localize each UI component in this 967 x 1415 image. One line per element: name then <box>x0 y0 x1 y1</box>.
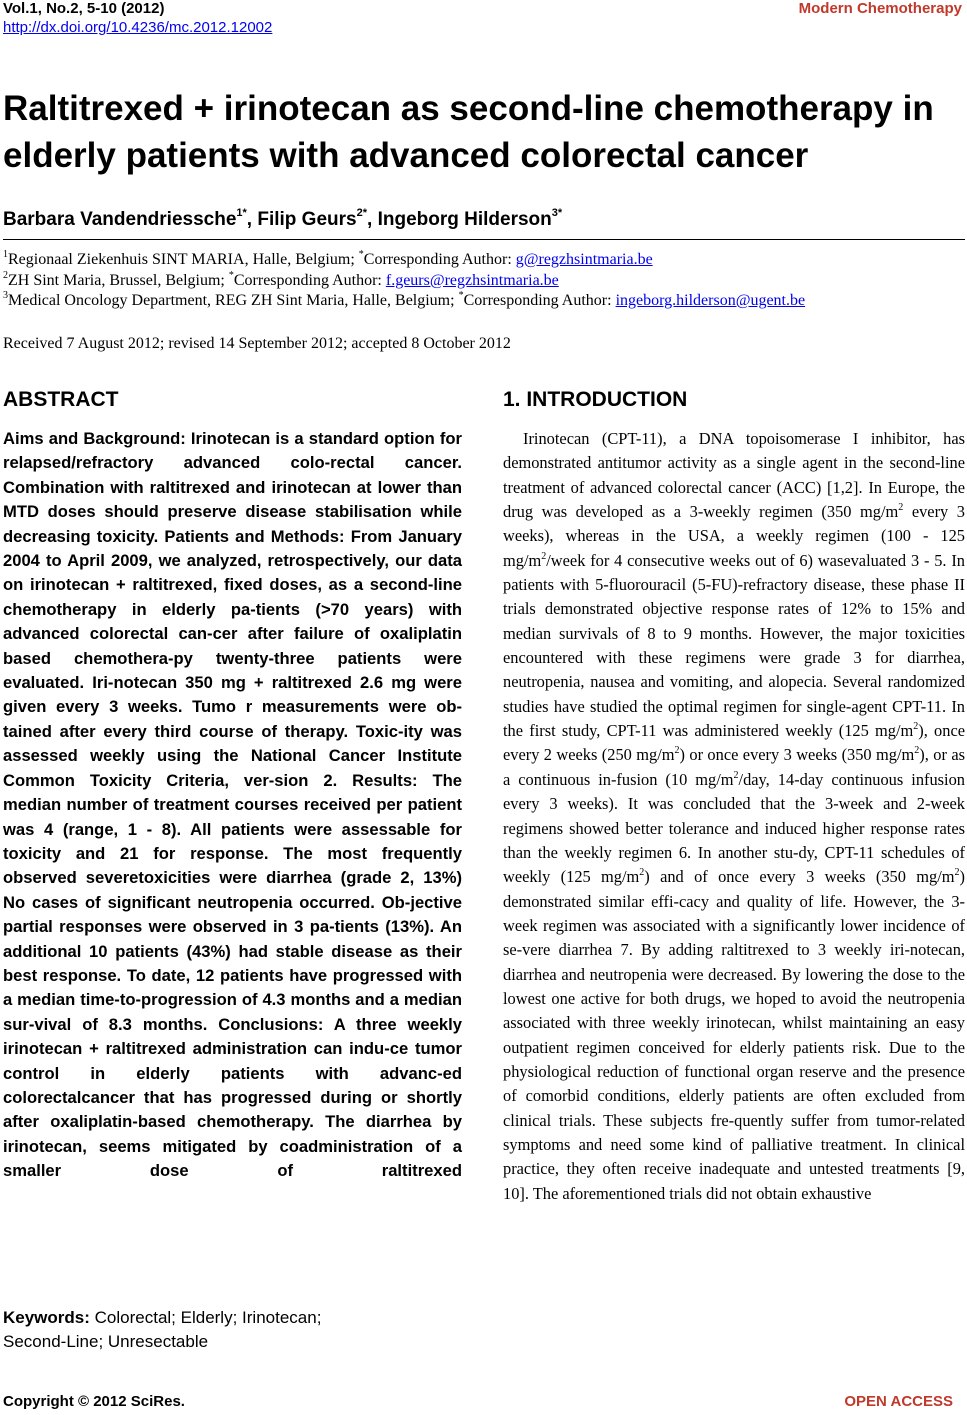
corresponding-label: Corresponding Author: <box>233 272 386 289</box>
intro-text: ), or as a continuous in-fusion (10 mg/m <box>503 745 965 789</box>
email-link[interactable]: ingeborg.hilderson@ugent.be <box>615 292 806 309</box>
author-separator: , <box>367 209 378 230</box>
keywords-line-1: Colorectal; Elderly; Irinotecan; <box>89 1308 322 1327</box>
doi-link-text[interactable]: http://dx.doi.org/10.4236/mc.2012.12002 <box>3 19 273 36</box>
intro-text: ) and of once every 3 weeks (350 mg/m <box>644 867 955 887</box>
keywords-line-2: Second-Line; Unresectable <box>3 1332 209 1352</box>
email-link[interactable]: f.geurs@regzhsintmaria.be <box>385 272 559 289</box>
doi-link[interactable] <box>3 18 272 38</box>
email-link[interactable]: g@regzhsintmaria.be <box>515 251 653 268</box>
affiliation-1 <box>3 250 653 270</box>
corresponding-star: * <box>458 290 464 301</box>
intro-text: /day, 14-day continuous infusion every 3 weeks). It was concluded that the 3-week and 2-week regimens showed better tolerance and induced higher response rates than the weekly regimen 6. In another stu-dy, CPT-11 schedules of weekly (125 mg/m <box>503 769 965 887</box>
author-separator: , <box>246 209 258 230</box>
open-access-label: OPEN ACCESS <box>844 1393 953 1410</box>
author-mark: 1* <box>236 207 247 219</box>
affiliation-number: 3 <box>3 290 8 301</box>
article-title: Raltitrexed + irinotecan as second-line chemotherapy in elderly patients with advanced colorectal cancer <box>3 89 934 175</box>
keywords <box>3 1306 462 1355</box>
intro-text: ) or once every 3 weeks (350 mg/m <box>679 745 915 765</box>
affiliation-3 <box>3 291 805 311</box>
author-name: Ingeborg Hilderson <box>377 209 552 230</box>
affiliation-text: ZH Sint Maria, Brussel, Belgium; <box>8 272 229 289</box>
author-name: Filip Geurs <box>257 209 357 230</box>
received-dates: Received 7 August 2012; revised 14 September 2012; accepted 8 October 2012 <box>3 335 511 352</box>
superscript: 2 <box>954 867 960 879</box>
volume-info: Vol.1, No.2, 5-10 (2012) <box>3 0 165 17</box>
author-name: Barbara Vandendriessche <box>3 209 237 230</box>
introduction-body <box>503 427 965 1206</box>
keywords-label: Keywords: <box>3 1308 90 1327</box>
superscript: 2 <box>674 745 680 757</box>
corresponding-star: * <box>228 270 234 281</box>
introduction-heading: 1. INTRODUCTION <box>503 388 688 411</box>
author-mark: 3* <box>551 207 563 219</box>
author-list <box>3 206 562 234</box>
abstract-heading: ABSTRACT <box>3 388 119 411</box>
intro-text: every 3 weeks), whereas in the USA, a weekly regimen (100 - 125 mg/m <box>503 502 965 570</box>
corresponding-star: * <box>358 249 364 260</box>
copyright: Copyright © 2012 SciRes. <box>3 1393 185 1410</box>
superscript: 2 <box>898 502 904 514</box>
intro-text: Irinotecan (CPT-11), a DNA topoisomerase I inhibitor, has demonstrated antitumor activity as a single agent in the second-line treatment of advanced colorectal cancer (ACC) [1,2]. In Europe, the drug was developed as a 3-weekly regimen (350 mg/m <box>503 429 965 522</box>
affiliation-text: Regionaal Ziekenhuis SINT MARIA, Halle, Belgium; <box>8 251 359 268</box>
corresponding-label: Corresponding Author: <box>463 292 616 309</box>
affiliation-2 <box>3 271 559 291</box>
author-mark: 2* <box>356 207 368 219</box>
intro-text: ) demonstrated similar effi-cacy and quality of life. However, the 3-week regimen was associated with a significantly lower incidence of se-vere diarrhea 7. By adding raltitrexed to 3 weekly iri-notecan, diarrhea and neutropenia were decreased. By lowering the dose to the lowest one active for both drugs, we hoped to avoid the neutropenia associated with three weekly irinotecan, whilst maintaining an easy outpatient regimen conceived for elderly patients risk. Due to the physiological reduction of functional organ reserve and the presence of comorbid conditions, elderly patients are often excluded from clinical trials. These subjects fre-quently suffer from tumor-related symptoms and need some kind of palliative treatment. In clinical practice, they often receive inadequate and untested treatments [9, 10]. The aforementioned trials did not obtain exhaustive <box>503 867 965 1203</box>
superscript: 2 <box>914 745 920 757</box>
intro-text: ), once every 2 weeks (250 mg/m <box>503 721 965 765</box>
superscript: 2 <box>913 721 919 733</box>
affiliation-number: 2 <box>3 270 8 281</box>
intro-text: /week for 4 consecutive weeks out of 6) wasevaluated 3 - 5. In patients with 5-fluorouracil (5-FU)-refractory disease, these phase II trials demonstrated objective response rates of 12% to 15% and median survivals of 8 to 9 months. However, the major toxicities encountered with these regimens were grade 3 for diarrhea, neutropenia, nausea and vomiting, and alopecia. Several randomized studies have studied the optimal regimen for single-agent CPT-11. In the first study, CPT-11 was administered weekly (125 mg/m <box>503 550 965 741</box>
superscript: 2 <box>541 550 547 562</box>
affiliation-number: 1 <box>3 249 8 260</box>
corresponding-label: Corresponding Author: <box>363 251 516 268</box>
superscript: 2 <box>733 769 739 781</box>
author-divider <box>3 239 965 240</box>
superscript: 2 <box>639 867 645 879</box>
affiliation-text: Medical Oncology Department, REG ZH Sint Maria, Halle, Belgium; <box>8 292 459 309</box>
journal-name: Modern Chemotherapy <box>798 0 962 17</box>
abstract-body: Aims and Background: Irinotecan is a standard option for relapsed/refractory advanced colo-rectal cancer. Combination with raltitrexed and irinotecan at lower than MTD doses should preserve disease stabilisation while decreasing toxicity. Patients and Methods: From January 2004 to April 2009, we analyzed, retrospectively, our data on irinotecan + raltitrexed, fixed doses, as a second-line chemotherapy in elderly pa-tients (>70 years) with advanced colorectal can-cer after failure of oxaliplatin based chemothera-py twenty-three patients were evaluated. Iri-notecan 350 mg + raltitrexed 2.6 mg were given every 3 weeks. Tumo r measurements were ob-tained after every third course of therapy. Toxic-ity was assessed weekly using the National Cancer Institute Common Toxicity Criteria, ver-sion 2. Results: The median number of treatment courses received per patient was 4 (range, 1 - 8). All patients were assessable for toxicity and 21 for response. The most frequently observed severetoxicities were diarrhea (grade 2, 13%) No cases of significant neutropenia occurred. Ob-jective partial responses were observed in 3 pa-tients (13%). An additional 10 patients (43%) had stable disease as their best response. To date, 12 patients have progressed with a median time-to-progression of 4.3 months and a median sur-vival of 8.3 months. Conclusions: A three weekly irinotecan + raltitrexed administration can indu-ce tumor control in elderly patients with advanc-ed colorectalcancer that has progressed during or shortly after oxaliplatin-based chemotherapy. The diarrhea by irinotecan, seems mitigated by coadministration of a smaller dose of raltitrexed <box>3 429 462 1181</box>
